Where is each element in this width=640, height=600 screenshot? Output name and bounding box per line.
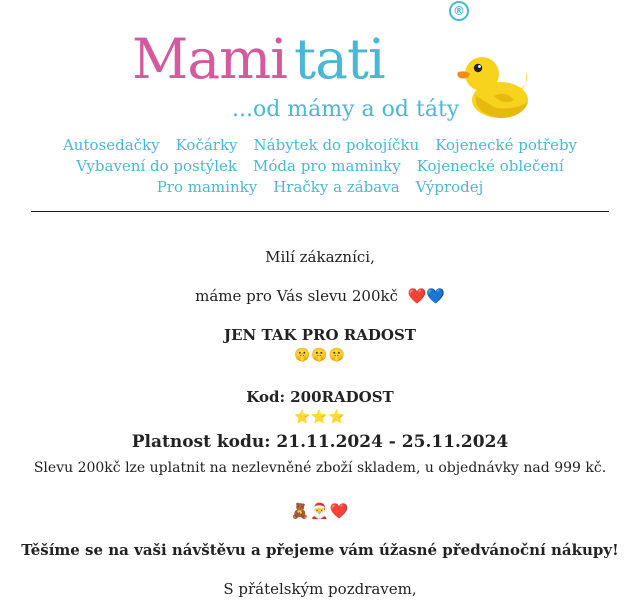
logo-word-tati: tati: [294, 27, 385, 91]
nav-link-pro-maminky[interactable]: Pro maminky: [156, 178, 258, 196]
nav-link-kojenecke-potreby[interactable]: Kojenecké potřeby: [435, 136, 578, 154]
rubber-duck-icon: [456, 50, 532, 122]
nav-link-kocarky[interactable]: Kočárky: [175, 136, 238, 154]
discount-line: [0, 287, 640, 305]
nav-row-1: [0, 135, 640, 156]
nav-row-2: [0, 156, 640, 177]
stars-icon: ⭐⭐⭐: [294, 410, 346, 425]
nav-link-kojenecke-obleceni[interactable]: Kojenecké oblečení: [416, 157, 564, 175]
logo-tagline: ...od mámy a od táty: [232, 97, 460, 122]
hearts-icon: ❤️💙: [407, 287, 445, 305]
brand-logo[interactable]: [0, 0, 640, 130]
closing-wish: Těšíme se na vaši návštěvu a přejeme vám úžasné předvánoční nákupy!: [21, 541, 619, 559]
discount-code[interactable]: Kod: 200RADOST: [246, 388, 394, 406]
logo-word-mami: Mami: [132, 27, 287, 91]
signoff: S přátelským pozdravem,: [223, 580, 417, 598]
validity-period: Platnost kodu: 21.11.2024 - 25.11.2024: [131, 432, 509, 452]
shushing-faces-icon: 🤫🤫🤫: [294, 348, 346, 363]
holiday-icons: 🧸🎅❤️: [290, 502, 350, 520]
nav-link-autosedacky[interactable]: Autosedačky: [62, 136, 160, 154]
header-divider: [31, 211, 609, 212]
nav-link-nabytek[interactable]: Nábytek do pokojíčku: [253, 136, 420, 154]
category-nav: [0, 135, 640, 198]
headline: JEN TAK PRO RADOST: [224, 326, 416, 344]
nav-link-moda-maminky[interactable]: Móda pro maminky: [253, 157, 401, 175]
nav-link-hracky[interactable]: Hračky a zábava: [273, 178, 400, 196]
discount-conditions: Slevu 200kč lze uplatnit na nezlevněné zboží skladem, u objednávky nad 999 kč.: [33, 460, 607, 476]
greeting: Milí zákazníci,: [265, 248, 375, 266]
discount-text: máme pro Vás slevu 200kč: [195, 287, 398, 305]
registered-mark-icon: ®: [449, 1, 469, 21]
nav-link-vyprodej[interactable]: Výprodej: [415, 178, 484, 196]
nav-link-vybaveni-postylek[interactable]: Vybavení do postýlek: [76, 157, 238, 175]
nav-row-3: [0, 177, 640, 198]
